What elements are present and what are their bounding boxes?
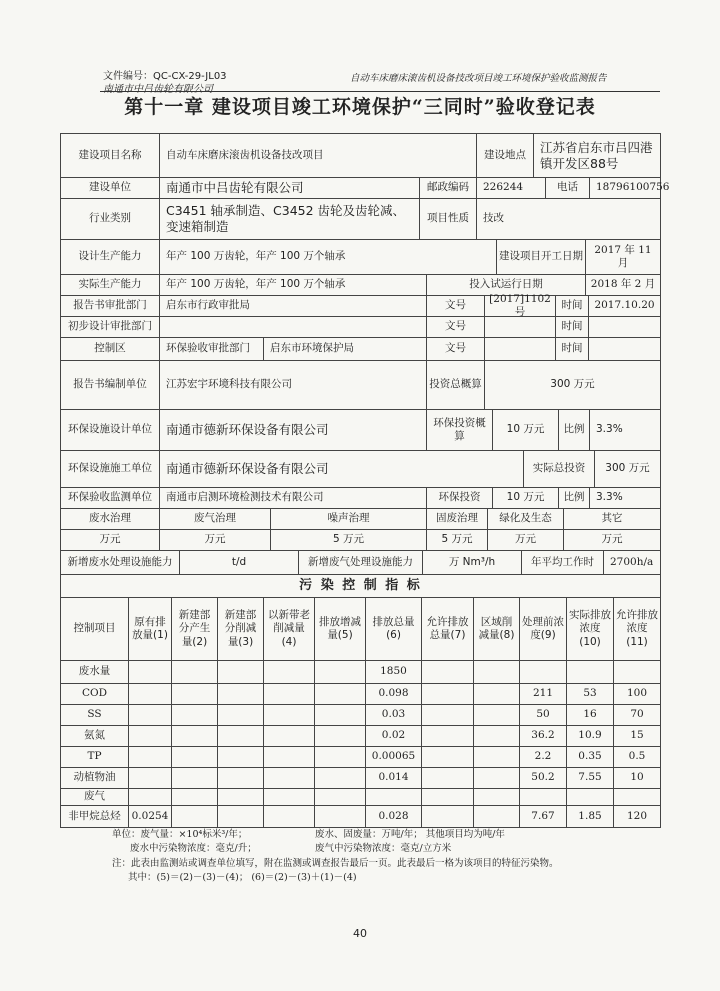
new-gas-unit: 万 Nm³/h xyxy=(422,550,522,575)
report-unit-label: 报告书编制单位 xyxy=(60,360,160,410)
row-value-cell xyxy=(566,788,614,806)
start-date-label: 建设项目开工日期 xyxy=(496,239,586,275)
col-4: 以新带老削减量(4) xyxy=(263,597,315,661)
ratio: 3.3% xyxy=(589,409,661,451)
col-2: 新建部分产生量(2) xyxy=(171,597,218,661)
acceptance-time-label: 时间 xyxy=(555,337,589,361)
ratio2: 3.3% xyxy=(589,487,661,509)
row-value-cell xyxy=(365,788,422,806)
row-value-cell xyxy=(473,767,520,789)
total-invest: 300 万元 xyxy=(484,360,661,410)
col-11: 允许排放浓度(11) xyxy=(613,597,661,661)
design-capacity: 年产 100 万齿轮，年产 100 万个轴承 xyxy=(159,239,497,275)
row-value-cell: 15 xyxy=(613,725,661,747)
eco-invest-label: 环保投资概算 xyxy=(426,409,493,451)
row-value-cell xyxy=(421,704,474,726)
nature: 技改 xyxy=(476,198,661,240)
file-code: 文件编号：QC-CX-29-JL03 xyxy=(103,71,227,82)
prelim-dept xyxy=(159,316,427,338)
col-10: 实际排放浓度(10) xyxy=(566,597,614,661)
row-value-cell xyxy=(217,704,264,726)
col-1: 原有排放量(1) xyxy=(128,597,172,661)
row-value-cell xyxy=(473,788,520,806)
row-value-cell: 120 xyxy=(613,805,661,828)
row-value-cell xyxy=(519,660,567,684)
approval-time: 2017.10.20 xyxy=(588,295,661,317)
page-number: 40 xyxy=(353,927,367,940)
header-report-title: 自动车床磨床滚齿机设备技改项目竣工环境保护验收监测报告 xyxy=(350,73,607,84)
pollution-section-title: 污 染 控 制 指 标 xyxy=(60,574,661,598)
row-item-cell: SS xyxy=(60,704,129,726)
page-title: 第十一章 建设项目竣工环境保护“三同时”验收登记表 xyxy=(124,96,596,118)
acceptance-time xyxy=(588,337,661,361)
cost-gas: 万元 xyxy=(159,529,271,551)
row-value-cell xyxy=(473,683,520,705)
row-value-cell xyxy=(519,788,567,806)
row-value-cell xyxy=(171,704,218,726)
project-name-label: 建设项目名称 xyxy=(60,133,160,178)
header-company: 南通市中吕齿轮有限公司 xyxy=(103,84,213,95)
cost-solid: 5 万元 xyxy=(426,529,488,551)
row-item-cell: 动植物油 xyxy=(60,767,129,789)
row-value-cell xyxy=(217,725,264,747)
row-item-cell: 非甲烷总烃 xyxy=(60,805,129,828)
row-value-cell: 0.0254 xyxy=(128,805,172,828)
postcode: 226244 xyxy=(476,177,546,199)
prelim-doc xyxy=(484,316,556,338)
row-value-cell: 36.2 xyxy=(519,725,567,747)
phone: 18796100756 xyxy=(589,177,661,199)
acceptance-doc-label: 文号 xyxy=(426,337,485,361)
row-value-cell xyxy=(473,725,520,747)
monitor-label: 环保验收监测单位 xyxy=(60,487,160,509)
row-value-cell xyxy=(128,767,172,789)
actual-invest: 300 万元 xyxy=(594,450,661,488)
eco-design: 南通市德新环保设备有限公司 xyxy=(159,409,427,451)
cat-green: 绿化及生态 xyxy=(487,508,564,530)
eco-invest: 10 万元 xyxy=(492,409,559,451)
row-value-cell: 1850 xyxy=(365,660,422,684)
row-value-cell xyxy=(314,746,366,768)
row-value-cell xyxy=(263,660,315,684)
row-value-cell xyxy=(421,788,474,806)
row-value-cell: 50.2 xyxy=(519,767,567,789)
row-value-cell xyxy=(314,788,366,806)
row-value-cell: 0.35 xyxy=(566,746,614,768)
cat-noise: 噪声治理 xyxy=(270,508,427,530)
prelim-time-label: 时间 xyxy=(555,316,589,338)
row-value-cell: 2.2 xyxy=(519,746,567,768)
row-value-cell xyxy=(171,805,218,828)
row-value-cell xyxy=(314,805,366,828)
row-value-cell xyxy=(314,704,366,726)
unit: 南通市中吕齿轮有限公司 xyxy=(159,177,420,199)
row-value-cell: 10.9 xyxy=(566,725,614,747)
row-value-cell xyxy=(128,788,172,806)
start-date: 2017 年 11 月 xyxy=(585,239,661,275)
ratio-label: 比例 xyxy=(558,409,590,451)
actual-capacity-label: 实际生产能力 xyxy=(60,274,160,296)
row-value-cell xyxy=(613,660,661,684)
row-item-cell: 废水量 xyxy=(60,660,129,684)
row-value-cell xyxy=(473,704,520,726)
row-value-cell xyxy=(421,805,474,828)
row-value-cell xyxy=(171,725,218,747)
cat-other: 其它 xyxy=(563,508,661,530)
project-name: 自动车床磨床滚齿机设备技改项目 xyxy=(159,133,477,178)
eco-actual: 10 万元 xyxy=(492,487,559,509)
prelim-doc-label: 文号 xyxy=(426,316,485,338)
acceptance-doc xyxy=(484,337,556,361)
row-value-cell xyxy=(263,704,315,726)
row-value-cell: 7.55 xyxy=(566,767,614,789)
row-value-cell: 0.02 xyxy=(365,725,422,747)
row-value-cell: 7.67 xyxy=(519,805,567,828)
approval-dept-label: 报告书审批部门 xyxy=(60,295,160,317)
row-value-cell xyxy=(171,767,218,789)
control-label: 控制区 xyxy=(60,337,160,361)
design-capacity-label: 设计生产能力 xyxy=(60,239,160,275)
row-value-cell xyxy=(473,805,520,828)
eco-build: 南通市德新环保设备有限公司 xyxy=(159,450,524,488)
note-formula: 其中：(5)＝(2)－(3)－(4)； (6)＝(2)－(3)＋(1)－(4) xyxy=(128,872,357,883)
row-value-cell xyxy=(171,683,218,705)
acceptance-dept-label: 环保验收审批部门 xyxy=(159,337,264,361)
row-value-cell: 16 xyxy=(566,704,614,726)
row-value-cell: 1.85 xyxy=(566,805,614,828)
row-value-cell xyxy=(263,683,315,705)
new-water-label: 新增废水处理设施能力 xyxy=(60,550,180,575)
row-value-cell xyxy=(314,767,366,789)
doc-no-label: 文号 xyxy=(426,295,485,317)
row-value-cell: 0.014 xyxy=(365,767,422,789)
row-value-cell xyxy=(263,746,315,768)
row-item-cell: 废气 xyxy=(60,788,129,806)
col-6: 排放总量(6) xyxy=(365,597,422,661)
location-label: 建设地点 xyxy=(476,133,534,178)
row-value-cell xyxy=(263,725,315,747)
row-item-cell: 氨氮 xyxy=(60,725,129,747)
doc-no: [2017]1102 号 xyxy=(484,295,556,317)
nature-label: 项目性质 xyxy=(419,198,477,240)
row-value-cell xyxy=(171,660,218,684)
total-invest-label: 投资总概算 xyxy=(426,360,485,410)
ratio2-label: 比例 xyxy=(558,487,590,509)
row-value-cell xyxy=(421,725,474,747)
row-value-cell xyxy=(128,683,172,705)
row-value-cell xyxy=(128,725,172,747)
row-value-cell xyxy=(314,683,366,705)
prelim-label: 初步设计审批部门 xyxy=(60,316,160,338)
cat-gas: 废气治理 xyxy=(159,508,271,530)
note-units-1b: 废水、固废量：万吨/年； 其他项目均为吨/年 xyxy=(315,829,505,840)
row-value-cell xyxy=(473,746,520,768)
col-5: 排放增减量(5) xyxy=(314,597,366,661)
monitor-unit: 南通市启测环境检测技术有限公司 xyxy=(159,487,427,509)
row-value-cell xyxy=(128,704,172,726)
industry: C3451 轴承制造、C3452 齿轮及齿轮减、变速箱制造 xyxy=(159,198,420,240)
row-value-cell xyxy=(217,805,264,828)
row-value-cell xyxy=(171,746,218,768)
trial-date-label: 投入试运行日期 xyxy=(426,274,586,296)
approval-dept: 启东市行政审批局 xyxy=(159,295,427,317)
row-value-cell xyxy=(263,805,315,828)
actual-invest-label: 实际总投资 xyxy=(523,450,595,488)
row-value-cell: 0.03 xyxy=(365,704,422,726)
report-unit: 江苏宏宇环境科技有限公司 xyxy=(159,360,427,410)
cost-noise: 5 万元 xyxy=(270,529,427,551)
acceptance-dept: 启东市环境保护局 xyxy=(263,337,427,361)
row-value-cell: 53 xyxy=(566,683,614,705)
row-value-cell xyxy=(217,683,264,705)
note-units-1: 单位：废气量：×10⁴标米³/年； xyxy=(112,829,248,840)
row-value-cell xyxy=(128,660,172,684)
eco-design-label: 环保设施设计单位 xyxy=(60,409,160,451)
col-9: 处理前浓度(9) xyxy=(519,597,567,661)
unit-label: 建设单位 xyxy=(60,177,160,199)
location: 江苏省启东市吕四港镇开发区88号 xyxy=(533,133,661,178)
col-item: 控制项目 xyxy=(60,597,129,661)
col-8: 区域削减量(8) xyxy=(473,597,520,661)
row-value-cell: 0.028 xyxy=(365,805,422,828)
row-value-cell xyxy=(217,746,264,768)
row-value-cell: 0.00065 xyxy=(365,746,422,768)
note-remark: 注：此表由监测站或调查单位填写，附在监测或调查报告最后一页。此表最后一格为该项目的特征污染物。 xyxy=(112,858,559,869)
row-value-cell xyxy=(421,660,474,684)
eco-build-label: 环保设施施工单位 xyxy=(60,450,160,488)
cat-solid: 固废治理 xyxy=(426,508,488,530)
col-7: 允许排放总量(7) xyxy=(421,597,474,661)
row-value-cell xyxy=(421,767,474,789)
note-units-2b: 废气中污染物浓度：毫克/立方米 xyxy=(315,843,452,854)
phone-label: 电话 xyxy=(545,177,590,199)
row-value-cell xyxy=(613,788,661,806)
row-value-cell xyxy=(217,660,264,684)
row-value-cell: 50 xyxy=(519,704,567,726)
row-value-cell xyxy=(566,660,614,684)
row-value-cell xyxy=(421,746,474,768)
row-value-cell xyxy=(217,767,264,789)
row-value-cell xyxy=(263,767,315,789)
time-label: 时间 xyxy=(555,295,589,317)
row-value-cell xyxy=(263,788,315,806)
work-hours-label: 年平均工作时 xyxy=(521,550,604,575)
row-value-cell: 0.098 xyxy=(365,683,422,705)
row-value-cell xyxy=(473,660,520,684)
cost-other: 万元 xyxy=(563,529,661,551)
new-gas-label: 新增废气处理设施能力 xyxy=(298,550,423,575)
trial-date: 2018 年 2 月 xyxy=(585,274,661,296)
industry-label: 行业类别 xyxy=(60,198,160,240)
note-units-2: 废水中污染物浓度：毫克/升； xyxy=(130,843,257,854)
cost-water: 万元 xyxy=(60,529,160,551)
row-value-cell: 70 xyxy=(613,704,661,726)
row-item-cell: COD xyxy=(60,683,129,705)
eco-actual-label: 环保投资 xyxy=(426,487,493,509)
row-value-cell xyxy=(128,746,172,768)
new-water-unit: t/d xyxy=(179,550,299,575)
postcode-label: 邮政编码 xyxy=(419,177,477,199)
row-value-cell: 100 xyxy=(613,683,661,705)
actual-capacity: 年产 100 万齿轮，年产 100 万个轴承 xyxy=(159,274,427,296)
work-hours: 2700h/a xyxy=(603,550,661,575)
cost-green: 万元 xyxy=(487,529,564,551)
row-value-cell: 10 xyxy=(613,767,661,789)
row-value-cell: 0.5 xyxy=(613,746,661,768)
row-item-cell: TP xyxy=(60,746,129,768)
col-3: 新建部分削减量(3) xyxy=(217,597,264,661)
cat-water: 废水治理 xyxy=(60,508,160,530)
row-value-cell xyxy=(421,683,474,705)
row-value-cell xyxy=(314,725,366,747)
row-value-cell xyxy=(217,788,264,806)
row-value-cell: 211 xyxy=(519,683,567,705)
row-value-cell xyxy=(314,660,366,684)
prelim-time xyxy=(588,316,661,338)
row-value-cell xyxy=(171,788,218,806)
